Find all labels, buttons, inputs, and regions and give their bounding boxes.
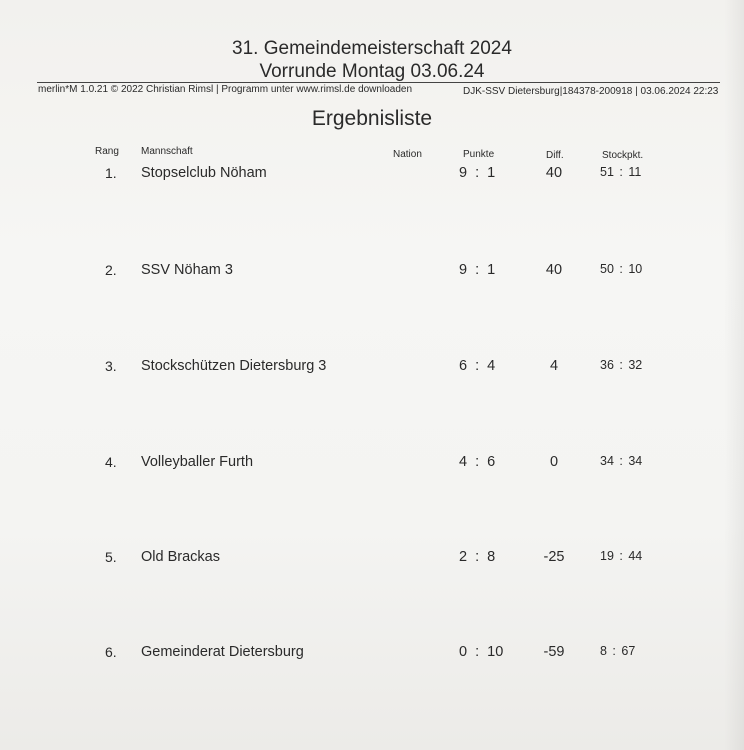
stock-points: 36 : 32 — [600, 358, 643, 372]
stock-points: 51 : 11 — [600, 165, 642, 179]
team-name: Stockschützen Dietersburg 3 — [141, 358, 327, 374]
header-rule — [37, 82, 720, 83]
column-header-nation: Nation — [393, 149, 422, 160]
result-row — [0, 454, 744, 478]
rank: 6. — [105, 644, 117, 660]
rank: 1. — [105, 165, 117, 181]
points: 9 : 1 — [459, 165, 496, 181]
stock-points: 50 : 10 — [600, 262, 643, 276]
rank: 5. — [105, 549, 117, 565]
event-subtitle: Vorrunde Montag 03.06.24 — [259, 61, 485, 82]
team-name: Old Brackas — [141, 549, 220, 565]
difference: 40 — [545, 262, 563, 278]
team-name: Stopselclub Nöham — [141, 165, 267, 181]
difference: 4 — [549, 358, 559, 374]
difference: -25 — [543, 549, 565, 565]
rank: 3. — [105, 358, 117, 374]
event-title: 31. Gemeindemeisterschaft 2024 — [232, 38, 512, 59]
result-row — [0, 165, 744, 189]
rank: 2. — [105, 262, 117, 278]
club-info: DJK-SSV Dietersburg|184378-200918 | 03.06.2024 22:23 — [463, 86, 719, 97]
software-credit: merlin*M 1.0.21 © 2022 Christian Rimsl | Programm unter www.rimsl.de downloaden — [38, 84, 412, 95]
difference: 0 — [549, 454, 559, 470]
result-row — [0, 549, 744, 573]
points: 2 : 8 — [459, 549, 496, 565]
team-name: Gemeinderat Dietersburg — [141, 644, 304, 660]
points: 4 : 6 — [459, 454, 496, 470]
difference: -59 — [543, 644, 565, 660]
rank: 4. — [105, 454, 117, 470]
column-header-stockpkt: Stockpkt. — [602, 150, 644, 161]
column-header-diff: Diff. — [546, 150, 564, 161]
stock-points: 34 : 34 — [600, 454, 643, 468]
result-row — [0, 644, 744, 668]
team-name: SSV Nöham 3 — [141, 262, 233, 278]
points: 0 : 10 — [459, 644, 504, 660]
results-heading: Ergebnisliste — [311, 107, 433, 130]
result-row — [0, 358, 744, 382]
team-name: Volleyballer Furth — [141, 454, 254, 470]
column-header-punkte: Punkte — [463, 149, 495, 160]
column-header-rang: Rang — [95, 146, 119, 157]
difference: 40 — [545, 165, 563, 181]
stock-points: 19 : 44 — [600, 549, 643, 563]
points: 6 : 4 — [459, 358, 496, 374]
column-header-mannschaft: Mannschaft — [141, 146, 193, 157]
result-row — [0, 262, 744, 286]
stock-points: 8 : 67 — [600, 644, 636, 658]
points: 9 : 1 — [459, 262, 496, 278]
